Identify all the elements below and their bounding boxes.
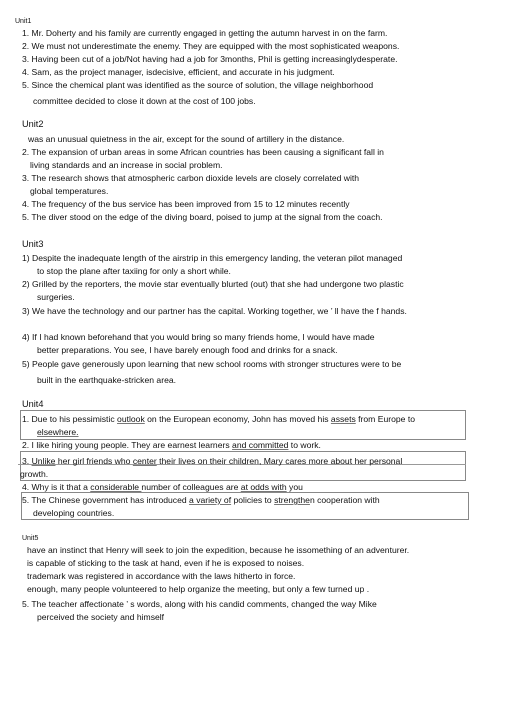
unit4-line-7: 5. The Chinese government has introduced a variety of policies to strengthen cooperation with [22,495,380,505]
unit2-line-1: was an unusual quietness in the air, except for the sound of artillery in the distance. [28,134,345,144]
unit2-line-5: global temperatures. [30,186,109,196]
unit1-line-2: 2. We must not underestimate the enemy. They are equipped with the most sophisticated weapons. [22,41,400,51]
unit1-heading: Unit1 [15,18,32,25]
unit1-line-1: 1. Mr. Doherty and his family are currently engaged in getting the autumn harvest in on the farm. [22,28,388,38]
unit3-line-8: 5) People gave generously upon learning that new school rooms with stronger structures were to be [22,359,402,369]
unit4-heading: Unit4 [22,399,44,409]
underlined-word: center [132,456,157,466]
unit2-line-6: 4. The frequency of the bus service has been improved from 15 to 12 minutes recently [22,199,350,209]
unit3-line-2: to stop the plane after taxiing for only a short while. [37,266,231,276]
unit3-line-6: 4) If I had known beforehand that you would bring so many friends home, I would have made [22,332,375,342]
underlined-word: outlook [117,414,145,424]
unit1-line-3: 3. Having been cut of a job/Not having had a job for 3months, Phil is getting increasinglydesperate. [22,54,398,64]
unit2-line-4: 3. The research shows that atmospheric carbon dioxide levels are closely correlated with [22,173,360,183]
unit5-heading: Unit5 [22,535,39,542]
unit3-line-1: 1) Despite the inadequate length of the airstrip in this emergency landing, the veteran pilot managed [22,253,403,263]
unit5-line-5: 5. The teacher affectionate ’ s words, along with his candid comments, changed the way Mike [22,599,377,609]
unit2-heading: Unit2 [22,119,44,129]
unit3-line-4: surgeries. [37,292,75,302]
underlined-word: at odds with [240,482,287,492]
unit2-line-2: 2. The expansion of urban areas in some African countries has been causing a significant fall in [22,147,384,157]
underlined-word: strengthe [274,495,310,505]
unit4-line-2: elsewhere. [37,427,79,437]
unit4-line-5: growth. [20,469,49,479]
unit4-line-3: 2. I like hiring young people. They are earnest learners and committed to work. [22,440,321,450]
unit2-line-7: 5. The diver stood on the edge of the diving board, poised to jump at the signal from the coach. [22,212,383,222]
unit5-line-3: trademark was registered in accordance with the laws hitherto in force. [27,571,296,581]
unit1-line-6: committee decided to close it down at the cost of 100 jobs. [33,96,256,106]
unit3-line-9: built in the earthquake-stricken area. [37,375,177,385]
underlined-word: and committed [232,440,289,450]
unit2-line-3: living standards and an increase in social problem. [30,160,223,170]
unit1-line-4: 4. Sam, as the project manager, isdecisive, efficient, and accurate in his judgment. [22,67,335,77]
unit5-line-1: have an instinct that Henry will seek to join the expedition, because he issomething of an adventurer. [27,545,410,555]
underlined-word: Unlike [31,456,56,466]
underlined-word: a variety of [189,495,232,505]
unit3-line-5: 3) We have the technology and our partner has the capital. Working together, we ’ ll have the f hands. [22,306,407,316]
unit4-line-8: developing countries. [33,508,115,518]
unit3-line-7: better preparations. You see, I have barely enough food and drinks for a snack. [37,345,338,355]
underlined-word: assets [330,414,356,424]
unit3-line-3: 2) Grilled by the reporters, the movie star eventually blurted (out) that she had undergone two plastic [22,279,404,289]
unit5-line-4: enough, many people volunteered to help organize the meeting, but only a few turned up . [27,584,370,594]
unit5-line-2: is capable of sticking to the task at hand, even if he is exposed to noises. [27,558,305,568]
unit1-line-5: 5. Since the chemical plant was identified as the source of solution, the village neighborhood [22,80,374,90]
unit4-line-6: 4. Why is it that a considerable number of colleagues are at odds with you [22,482,303,492]
unit5-line-6: perceived the society and himself [37,612,165,622]
underlined-word: considerable [90,482,142,492]
unit4-line-4: 3. Unlike her girl friends who center their lives on their children, Mary cares more about her personal [22,456,403,466]
unit3-heading: Unit3 [22,239,44,249]
unit4-line-1: 1. Due to his pessimistic outlook on the European economy, John has moved his assets from Europe to [22,414,415,424]
